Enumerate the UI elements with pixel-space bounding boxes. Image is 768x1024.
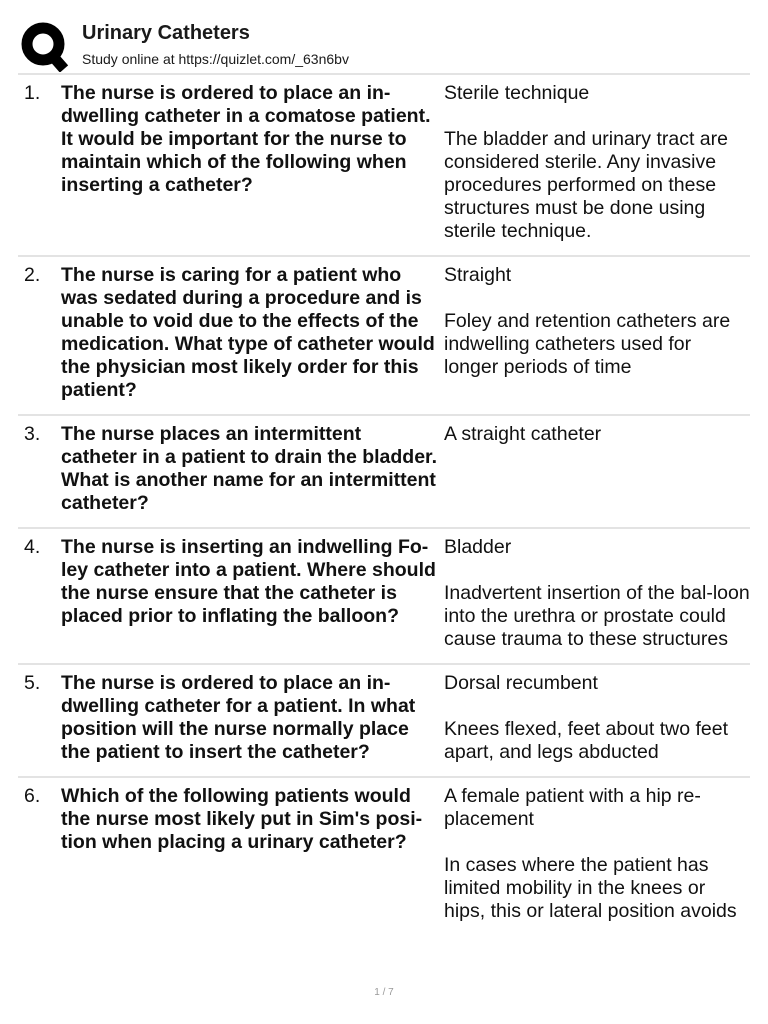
document-title: Urinary Catheters xyxy=(82,22,250,44)
card-answer: A straight catheter xyxy=(444,423,602,445)
card-question: Which of the following patients would the nurse most likely put in Sim's posi-tion when placing a urinary catheter? xyxy=(61,785,423,853)
page-indicator: 1 / 7 xyxy=(374,987,394,998)
card-number: 5. xyxy=(24,672,41,694)
card-explanation: Foley and retention catheters are indwelling catheters used for longer periods of time xyxy=(444,310,731,378)
card-answer: Straight xyxy=(444,264,512,286)
card-answer-block xyxy=(443,264,750,402)
card-question: The nurse is ordered to place an in-dwelling catheter for a patient. In what position will the nurse normally place the patient to insert the catheter? xyxy=(61,672,416,763)
study-online-link[interactable]: Study online at https://quizlet.com/_63n6bv xyxy=(82,51,349,67)
flashcard-row xyxy=(18,416,750,529)
card-question: The nurse is caring for a patient who was sedated during a procedure and is unable to void due to the effects of the medication. What type of catheter would the physician most likely order for this patient? xyxy=(61,264,435,401)
card-explanation: Knees flexed, feet about two feet apart, and legs abducted xyxy=(444,718,729,763)
card-answer-block xyxy=(443,82,750,243)
card-answer: A female patient with a hip re-placement xyxy=(444,785,701,830)
quizlet-logo-icon xyxy=(20,20,70,72)
card-number: 3. xyxy=(24,423,41,445)
card-question: The nurse places an intermittent catheter in a patient to drain the bladder. What is another name for an intermittent catheter? xyxy=(61,423,437,514)
card-answer: Sterile technique xyxy=(444,82,590,104)
card-number: 6. xyxy=(24,785,41,807)
card-answer: Bladder xyxy=(444,536,512,558)
card-number: 4. xyxy=(24,536,41,558)
flashcard-list xyxy=(18,73,750,935)
card-answer-block xyxy=(443,423,750,515)
flashcard-row xyxy=(18,75,750,257)
card-explanation: In cases where the patient has limited mobility in the knees or hips, this or lateral position avoids xyxy=(444,854,737,922)
flashcard-row xyxy=(18,257,750,416)
card-number: 1. xyxy=(24,82,41,104)
flashcard-row xyxy=(18,529,750,665)
card-explanation: Inadvertent insertion of the bal-loon into the urethra or prostate could cause trauma to these structures xyxy=(444,582,750,650)
card-answer-block xyxy=(443,672,750,764)
flashcard-row xyxy=(18,665,750,778)
card-answer: Dorsal recumbent xyxy=(444,672,598,694)
card-number: 2. xyxy=(24,264,41,286)
flashcard-row xyxy=(18,778,750,935)
card-question: The nurse is inserting an indwelling Fo-ley catheter into a patient. Where should the nurse ensure that the catheter is placed prior to inflating the balloon? xyxy=(61,536,436,627)
card-answer-block xyxy=(443,536,750,651)
card-explanation: The bladder and urinary tract are considered sterile. Any invasive procedures performed on these structures must be done using sterile technique. xyxy=(444,128,728,242)
card-question: The nurse is ordered to place an in-dwelling catheter in a comatose patient. It would be important for the nurse to maintain which of the following when inserting a catheter? xyxy=(61,82,431,196)
card-answer-block xyxy=(443,785,750,923)
